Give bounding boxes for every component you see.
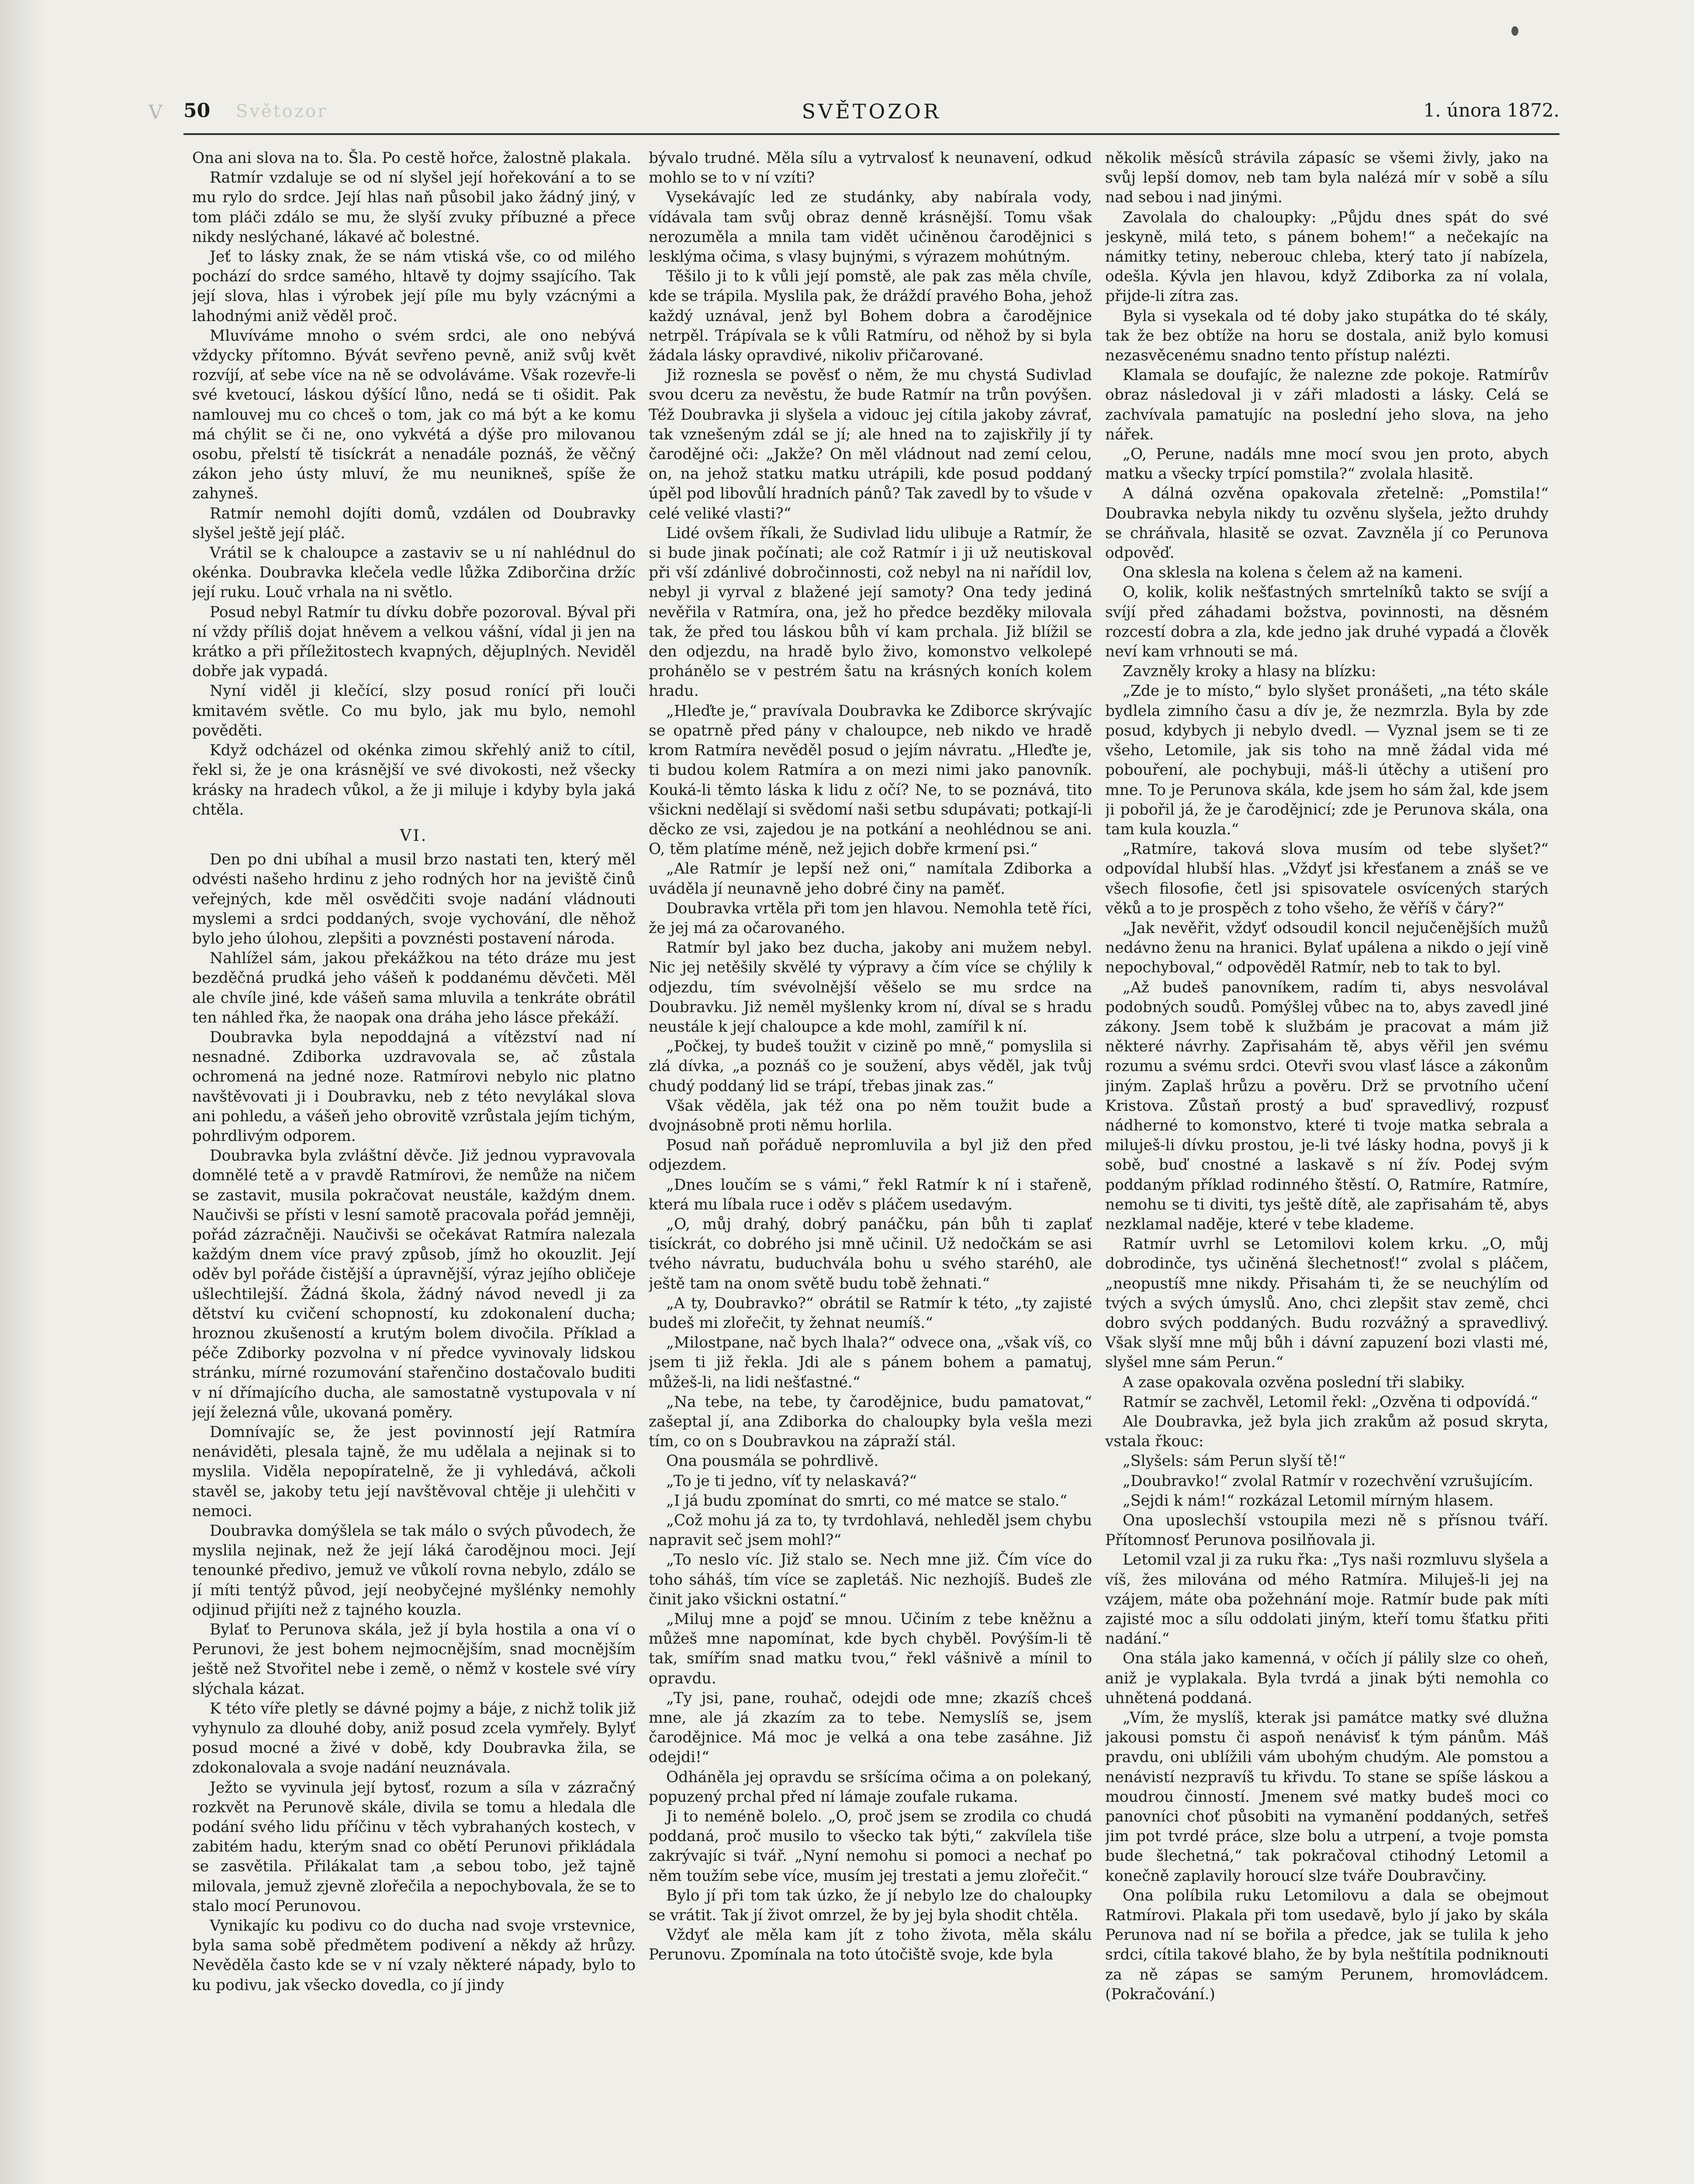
paragraph: Nahlížel sám, jakou překážkou na této dráze mu jest bezděčná prudká jeho vášeň k poddanému děvčeti. Měl ale chvíle jiné, kde vášeň sama mluvila a tenkráte obrátil ten náhled řka, že naopak ona dráha jeho lásce překáží. [192, 950, 636, 1026]
header-rule [183, 133, 1559, 135]
paragraph: „Zde je to místo,“ bylo slyšet pronášeti, „na této skále bydlela zimního času a dív je, že nezmrzla. Byla by zde posud, kdybych ji nebylo dvedl. — Vyznal jsem se ti ze všeho, Letomile, jak sis toho na mně žádal vida mé pobouření, ale pochybuji, máš-li útěchy a utišení pro mne. To je Perunova skála, kde jsem ho sám žal, kde jsem ji pobořil já, že je čarodějnicí; zde je Perunova skála, ona tam kula kouzla.“ [1105, 682, 1549, 838]
paragraph: Již roznesla se pověsť o něm, že mu chystá Sudivlad svou dceru za nevěstu, že bude Ratmír na trůn povýšen. Též Doubravka ji slyšela a vidouc jej cítila jakoby závrať, tak vznešeným zdál se jí; ale hned na to zajiskřily jí ty čarodějné oči: „Jakže? On měl vládnout nad zemí celou, on, na jehož statku matku utrápili, kde posud poddaný úpěl pod libovůlí hradních pánů? Tak zavedl by to všude v celé veliké vlasti?“ [649, 366, 1092, 522]
paragraph: „Na tebe, na tebe, ty čarodějnice, budu pamatovat,“ zašeptal jí, ana Zdiborka do chaloupky byla vešla mezi tím, co on s Doubravkou na zápraží stál. [649, 1393, 1092, 1451]
paragraph: Vrátil se k chaloupce a zastaviv se u ní nahlédnul do okénka. Doubravka klečela vedle lůžka Zdiborčina držíc její ruku. Louč vrhala na ni světlo. [192, 544, 636, 601]
paragraph: Ratmír uvrhl se Letomilovi kolem krku. „O, můj dobrodinče, tys učiněná šlechetnosť!“ zvolal s pláčem, „neopustíš mne nikdy. Přisahám ti, že se neuchýlím od tvých a svých úmyslů. Ano, chci zlepšit stav země, chci dobro svých poddaných. Budu rozvážný a spravedlivý. Však slyší mne můj bůh i dávní zapuzení bozi vlasti mé, slyšel mne sám Perun.“ [1105, 1235, 1549, 1372]
paragraph: „To je ti jedno, víť ty nelaskavá?“ [666, 1472, 917, 1490]
paragraph: Ji to neméně bolelo. „O, proč jsem se zrodila co chudá poddaná, proč musilo to všecko tak býti,“ zakvílela tiše zakrývajíc si tvář. „Nyní nemohu si pomoci a nechať po něm toužím sebe více, musím jej trestati a jemu zlořečit.“ [649, 1808, 1092, 1885]
paragraph: Ona ani slova na to. Šla. Po cestě hořce, žalostně plakala. [192, 149, 632, 167]
paragraph: Vždyť ale měla kam jít z toho života, měla skálu Perunovu. Zpomínala na toto útočiště svoje, kde byla [649, 1926, 1092, 1964]
paragraph: „Doubravko!“ zvolal Ratmír v rozechvění vzrušujícím. [1123, 1472, 1533, 1490]
paragraph: Posud naň pořáduě nepromluvila a byl již den před odjezdem. [649, 1137, 1092, 1174]
text-column-right [1105, 149, 1549, 2184]
paragraph: Ona stála jako kamenná, v očích jí pálily slze co oheň, aniž je vyplakala. Byla tvrdá a jinak býti nemohla co uhnětená poddaná. [1105, 1650, 1549, 1707]
paragraph: Ale Doubravka, jež byla jich zrakům až posud skryta, vstala řkouc: [1105, 1413, 1549, 1451]
paragraph: „O, Perune, nadáls mne mocí svou jen proto, abych matku a všecky trpící pomstila?“ zvolala hlasitě. [1105, 446, 1549, 483]
paragraph: Když odcházel od okénka zimou skřehlý aniž to cítil, řekl si, že je ona krásnější ve své divokosti, než všecky krásky na hradech vůkol, a že ji miluje i kdyby byla jaká chtěla. [192, 742, 636, 819]
paragraph: „Až budeš panovníkem, radím ti, abys nesvolával podobných soudů. Pomýšlej vůbec na to, abys zavedl jiné zákony. Jsem tobě k službám je pracovat a mám již některé návrhy. Zapřisahám tě, abys věřil jen svému rozumu a svému srdci. Otevři svou vlasť lásce a zákonům jiným. Zaplaš hrůzu a pověru. Drž se prvotního učení Kristova. Zůstaň prostý a buď spravedlivý, rozpusť nádherné to komonstvo, které ti tvoje matka sebrala a miluješ-li dívku prostou, je-li tvé lásky hodna, povyš ji k sobě, buď cnostné a laskavě s ní žív. Podej svým poddaným příklad rodinného štěstí. O, Ratmíre, Ratmíre, nemohu se ti diviti, tys ještě dítě, ale zapřisahám tě, abys nezklamal naděje, které v tebe klademe. [1105, 978, 1549, 1233]
paragraph: Vynikajíc ku podivu co do ducha nad svoje vrstevnice, byla sama sobě předmětem podivení a někdy až hrůzy. Nevěděla často kde se v ní vzaly některé nápady, bylo to ku podivu, jak všecko dovedla, co jí jindy [192, 1917, 636, 1994]
paragraph: „O, můj drahý, dobrý panáčku, pán bůh ti zaplať tisíckrát, co dobrého jsi mně učinil. Už nedočkám se asi tvého návratu, buduchvála bohu u svého staréh0, ale ještě tam na onom světě budu tobě žehnati.“ [649, 1215, 1092, 1292]
paragraph: Doubravka domýšlela se tak málo o svých původech, že myslila nejinak, než že její láká čarodějnou moci. Její tenounké předivo, jemuž ve vůkolí rovna nebylo, zdálo se jí míti tentýž původ, její neobyčejné myšlénky nemohly odjinud přijíti než z tajného kouzla. [192, 1522, 636, 1619]
paragraph: „Ty jsi, pane, rouhač, odejdi ode mne; zkazíš chceš mne, ale já zkazím za to tebe. Nemyslíš se, jsem čarodějnice. Má moc je velká a ona tebe zasáhne. Již odejdi!“ [649, 1689, 1092, 1766]
paragraph: „Hleďte je,“ pravívala Doubravka ke Zdiborce skrývajíc se opatrně před pány v chaloupce, neb nikdo ve hradě krom Ratmíra nevěděl posud o jejím návratu. „Hleďte je, ti budou kolem Ratmíra a on mezi nimi jako panovník. Kouká-li těmto láska k lidu z očí? Ne, to se poznává, tito všickni nedělají si svědomí naši setbu sdupávati; potkají-li děcko ze vsi, zajedou je na potkání a neohlédnou se ani. O, těm platíme méně, než jejich dobře krmení psi.“ [649, 702, 1092, 858]
paragraph: Bylať to Perunova skála, jež jí byla hostila a ona ví o Perunovi, že jest bohem nejmocnějším, snad mocnějším ještě než Stvořitel nebe i země, o němž v kostele své víry slýchala kázat. [192, 1621, 636, 1698]
paragraph: Ježto se vyvinula její bytosť, rozum a síla v zázračný rozkvět na Perunově skále, divila se tomu a hledala dle podání svého lidu příčinu v těch vybrahaných kostech, v zabitém hadu, kterým snad co obětí Perunovi přikládala se zasvětila. Přilákalat tam ,a sebou tobo, jež tajně milovala, jemuž zjevně zlořečila a nepochybovala, že se to stalo mocí Perunovou. [192, 1779, 636, 1915]
paragraph: „Vím, že myslíš, kterak jsi památce matky své dlužna jakousi pomstu či aspoň nenávisť k tým pánům. Máš pravdu, oni ublížili vám ubohým chudým. Ale pomstou a nenávistí nezpravíš tu křivdu. To stane se spíše láskou a moudrou činností. Jmenem své matky budeš moci co panovníci choť působiti na vymanění poddaných, setřeš jim pot tvrdé práce, slze bolu a utrpení, a tvoje pomsta bude šlechetná,“ tak pokračoval ctihodný Letomil a konečně zaplavily horoucí slze tváře Doubravčiny. [1105, 1709, 1549, 1885]
paragraph: Ratmír byl jako bez ducha, jakoby ani mužem nebyl. Nic jej netěšily skvělé ty výpravy a čím více se chýlily k odjezdu, tím svévolnější věšelo se mu srdce na Doubravku. Již neměl myšlenky krom ní, díval se s hradu neustále k její chaloupce a kde mohl, zamířil k ní. [649, 939, 1092, 1036]
paragraph: Těšilo ji to k vůli její pomstě, ale pak zas měla chvíle, kde se trápila. Myslila pak, že dráždí pravého Boha, jehož každý uznával, jenž byl Bohem dobra a čarodějnice netrpěl. Trápívala se k vůli Ratmíru, od něhož by si byla žádala lásky opravdivé, nikoliv přičarované. [649, 268, 1092, 365]
paragraph: O, kolik, kolik nešťastných smrtelníků takto se svíjí a svíjí před záhadami božstva, povinnosti, na děsném rozcestí dobra a zla, kde jedno jak druhé vypadá a člověk neví kam vrhnouti se má. [1105, 584, 1549, 661]
paragraph: Den po dni ubíhal a musil brzo nastati ten, který měl odvésti našeho hrdinu z jeho rodných hor na jeviště činů veřejných, kde měl osvědčiti svoje nadání vládnouti myslemi a srdci poddaných, svoje vychování, dle něhož bylo jeho úlohou, zlepšiti a povznésti postavení národa. [192, 851, 636, 947]
paragraph: „A ty, Doubravko?“ obrátil se Ratmír k této, „ty zajisté budeš mi zlořečit, ty žehnat neumíš.“ [649, 1294, 1092, 1332]
paragraph: „To neslo víc. Již stalo se. Nech mne již. Čím více do toho sáháš, tím více se zapletáš. Nic nezhojíš. Budeš zle činit jako všickni ostatní.“ [649, 1551, 1092, 1608]
paragraph: „Milostpane, nač bych lhala?“ odvece ona, „však víš, co jsem ti již řekla. Jdi ale s pánem bohem a pamatuj, můžeš-li, na lidi nešťastné.“ [649, 1334, 1092, 1391]
paragraph: bývalo trudné. Měla sílu a vytrvalosť k neunavení, odkud mohlo se to v ní vzíti? [649, 149, 1092, 187]
paragraph: „Jak nevěřit, vždyť odsoudil koncil nejučenějších mužů nedávno ženu na hranici. Bylať upálena a nikdo o její vině nepochyboval,“ odpověděl Ratmír, neb to tak to byl. [1105, 919, 1549, 977]
paragraph: K této víře pletly se dávné pojmy a báje, z nichž tolik již vyhynulo za dlouhé doby, aniž posud zcela vymřely. Bylyť posud mocné a živé v době, kdy Doubravka žila, se zdokonalovala a svoje nadání neuznávala. [192, 1700, 636, 1777]
paragraph: Mluvíváme mnoho o svém srdci, ale ono nebývá vždycky přítomno. Bývát sevřeno pevně, aniž svůj květ rozvíjí, ať sebe více na ně se odvoláváme. Však rozevře-li své kvetoucí, láskou dýšící lůno, nedá se ti ošidit. Pak namlouvej mu co chceš o tom, jak co má být a ke komu má chýlit se či ne, ono vykvétá a dýše pro milovanou osobu, přelstí tě tisíckrát a nenadále poznáš, že věčný zákon jeho ústy mluví, že mu neunikneš, spíše že zahyneš. [192, 327, 636, 503]
paragraph: Však věděla, jak též ona po něm toužit bude a dvojnásobně proti němu horlila. [649, 1097, 1092, 1134]
bleed-through-masthead: Světozor [236, 101, 328, 121]
paragraph: Letomil vzal ji za ruku řka: „Tys naši rozmluvu slyšela a víš, žes milována od mého Ratmíra. Miluješ-li jej na vzájem, máte oba požehnání moje. Ratmír bude pak míti zajisté moc a sílu oddolati jiným, kteří tomu šťatku přiti nadání.“ [1105, 1551, 1549, 1648]
text-column-middle [649, 149, 1092, 2184]
paragraph: několik měsíců strávila zápasíc se všemi živly, jako na svůj lepší domov, neb tam byla nalézá mír v sobě a sílu nad sebou i nad jinými. [1105, 149, 1549, 207]
paragraph: Klamala se doufajíc, že nalezne zde pokoje. Ratmírův obraz následoval ji v záři mladosti a lásky. Celá se zachvívala pamatujíc na poslední jeho slova, na jeho nářek. [1105, 366, 1549, 443]
paragraph: Byla si vysekala od té doby jako stupátka do té skály, tak že bez obtíže na horu se dostala, aniž bylo komusi nezasvěcenému snadno tento přístup nalézti. [1105, 307, 1549, 365]
paragraph: Domnívajíc se, že jest povinností její Ratmíra nenáviděti, plesala tajně, že mu udělala a nejinak si to myslila. Viděla nepopíratelně, že ji vyhledává, ačkoli stavěl se, jakoby tetu její navštěvoval chtěje ji ulehčiti v nemoci. [192, 1424, 636, 1520]
paragraph: Lidé ovšem říkali, že Sudivlad lidu ulibuje a Ratmír, že si bude jinak počínati; ale což Ratmír i ji už neutiskoval při vší zdánlivé dobročinnosti, což nebyl na ni nařídil lov, nebyl ji vyrval z blažené její samoty? Ona tedy jediná nevěřila v Ratmíra, ona, jež ho předce bezděky milovala tak, že před tou láskou bůh ví kam prchala. Již blížil se den odjezdu, na hradě bylo živo, komonstvo velkolepé prohánělo se v pestrém šatu na krásných koních kolem hradu. [649, 524, 1092, 700]
bleed-through-text: V [149, 101, 162, 124]
paragraph: „Dnes loučím se s vámi,“ řekl Ratmír k ní i stařeně, která mu líbala ruce i oděv s pláčem usedavým. [649, 1176, 1092, 1213]
paragraph: Doubravka vrtěla při tom jen hlavou. Nemohla tetě říci, že jej má za očarovaného. [649, 899, 1092, 937]
paragraph: „I já budu zpomínat do smrti, co mé matce se stalo.“ [666, 1492, 1068, 1510]
paragraph: „Ale Ratmír je lepší než oni,“ namítala Zdiborka a uváděla jí neunavně jeho dobré činy na paměť. [649, 860, 1092, 898]
paragraph: Ratmír nemohl dojíti domů, vzdálen od Doubravky slyšel ještě její pláč. [192, 505, 636, 542]
paragraph: Posud nebyl Ratmír tu dívku dobře pozoroval. Býval při ní vždy příliš dojat hněvem a velkou vášní, vídal ji jen na krátko a při příležitostech kvapných, dějuplných. Neviděl dobře jak vypadá. [192, 603, 636, 681]
paragraph: Ratmír se zachvěl, Letomil řekl: „Ozvěna ti odpovídá.“ [1123, 1393, 1538, 1411]
paragraph: „Ratmíre, taková slova musím od tebe slyšet?“ odpovídal hlubší hlas. „Vždyť jsi křesťanem a znáš se ve všech filosofie, četl jsi spisovatele osvícených starých věků a to je prospěch z toho všeho, že věříš v čáry?“ [1105, 840, 1549, 917]
paragraph: „Což mohu já za to, ty tvrdohlavá, nehleděl jsem chybu napravit seč jsem mohl?“ [649, 1512, 1092, 1549]
paragraph: Vysekávajíc led ze studánky, aby nabírala vody, vídávala tam svůj obraz denně krásnější. Tomu však nerozuměla a mnila tam vidět učiněnou čarodějnici s lesklýma očima, s vlasy bujnými, s výrazem mohútným. [649, 189, 1092, 266]
ink-spot [1511, 26, 1518, 36]
page-header [183, 100, 1559, 130]
paragraph: „Slyšels: sám Perun slyší tě!“ [1123, 1452, 1346, 1470]
paragraph: Jeť to lásky znak, že se nám vtiská vše, co od milého pochází do srdce samého, hltavě ty dojmy ssajícího. Tak její slova, hlas i výrobek její píle mu byly vzácnými a lahodnými aniž věděl proč. [192, 248, 636, 325]
paragraph: Nyní viděl ji klečící, slzy posud ronící při louči kmitavém světle. Co mu bylo, jak mu bylo, nemohl pověděti. [192, 682, 636, 740]
paragraph: Odháněla jej opravdu se sršícíma očima a on polekaný, popuzený prchal před ní lámaje zoufale rukama. [649, 1768, 1092, 1806]
paragraph: Ona pousmála se pohrdlivě. [666, 1452, 879, 1470]
paragraph: Ratmír vzdaluje se od ní slyšel její hořekování a to se mu rylo do srdce. Její hlas naň působil jako žádný jiný, v tom pláči zdálo se mu, že slyší zvuky příbuzné a přece nikdy neslýchané, lákavé ač bolestné. [192, 169, 636, 246]
page-number: 50 [183, 100, 211, 122]
paragraph: Bylo jí při tom tak úzko, že jí nebylo lze do chaloupky se vrátit. Tak jí život omrzel, že by jej byla shodit chtěla. [649, 1887, 1092, 1925]
scan-edge-shadow [0, 0, 48, 2184]
paragraph: „Miluj mne a pojď se mnou. Učiním z tebe kněžnu a můžeš mne napomínat, kde bych chyběl. Povýším-li tě tak, smířím snad matku tvou,“ řekl vášnivě a mínil to opravdu. [649, 1610, 1092, 1687]
paragraph: Ona sklesla na kolena s čelem až na kameni. [1123, 564, 1463, 582]
paragraph: Doubravka byla nepoddajná a vítězství nad ní nesnadné. Zdiborka uzdravovala se, ač zůstala ochromená na jedné noze. Ratmírovi nebylo nic platno navštěvovati ji i Doubravku, neb z této nevylákal slova ani pohledu, a vášeň jeho obrovitě vzrůstala jejím tichým, pohrdlivým odporem. [192, 1028, 636, 1145]
issue-date: 1. února 1872. [1423, 100, 1559, 121]
paragraph: A dálná ozvěna opakovala zřetelně: „Pomstila!“ Doubravka nebyla nikdy tu ozvěnu slyšela, ježto druhdy se chráňvala, hlasitě se ozvat. Zavzněla jí co Perunova odpověď. [1105, 485, 1549, 562]
paragraph: „Sejdi k nám!“ rozkázal Letomil mírným hlasem. [1123, 1492, 1494, 1510]
masthead-title: SVĚTOZOR [802, 100, 941, 123]
paragraph: A zase opakovala ozvěna poslední tři slabiky. [1123, 1373, 1465, 1391]
chapter-heading: VI. [400, 826, 428, 845]
paragraph: Ona uposlechší vstoupila mezi ně s přísnou tváří. Přítomnosť Perunova posilňovala ji. [1105, 1512, 1549, 1549]
paragraph: „Počkej, ty budeš toužit v cizině po mně,“ pomyslila si zlá dívka, „a poznáš co je soužení, abys věděl, jak tvůj chudý poddaný lid se trápí, třebas jinak zas.“ [649, 1038, 1092, 1095]
paragraph: Ona políbila ruku Letomilovu a dala se obejmout Ratmírovi. Plakala při tom usedavě, bylo jí jako by skála Perunova nad ní se bořila a předce, jak se tulila k jeho srdci, cítila takové blaho, že by byla neštítila podniknouti za ně zápas se samým Perunem, hromovládcem. (Pokračování.) [1105, 1887, 1549, 2003]
paragraph: Doubravka byla zvláštní děvče. Již jednou vypravovala domnělé tetě a v pravdě Ratmírovi, že nemůže na ničem se zastavit, musila pokračovat neustále, každým dnem. Naučivši se přísti v lesní samotě pracovala pořád jemněji, pořád zázračněji. Naučivši se očekávat Ratmíra nalezala každým dnem více pravý způsob, jímž ho okouzlit. Její oděv byl pořáde čistější a úpravnější, výraz jejího obličeje ušlechtilejší. Žádná škola, žádný návod nevedl ji za dětství ku cvičení schopností, ku zdokonalení ducha; hroznou zkušeností a krutým bolem divočila. Příklad a péče Zdiborky pozvolna v ní předce vyvinovaly lidskou stránku, mírné rozumování stařenčino dostačovalo buditi v ní dřímajícího ducha, ale samostatně vystupovala v ní její železná vůle, ukovaná poměry. [192, 1147, 636, 1421]
paragraph: Zavzněly kroky a hlasy na blízku: [1123, 663, 1376, 681]
text-column-left [192, 149, 636, 2184]
paragraph: Zavolala do chaloupky: „Půjdu dnes spát do své jeskyně, milá teto, s pánem bohem!“ a nečekajíc na námitky tetiny, neberouc chleba, který tato jí nabízela, odešla. Kývla jen hlavou, když Zdiborka za ní volala, přijde-li zítra zas. [1105, 208, 1549, 305]
